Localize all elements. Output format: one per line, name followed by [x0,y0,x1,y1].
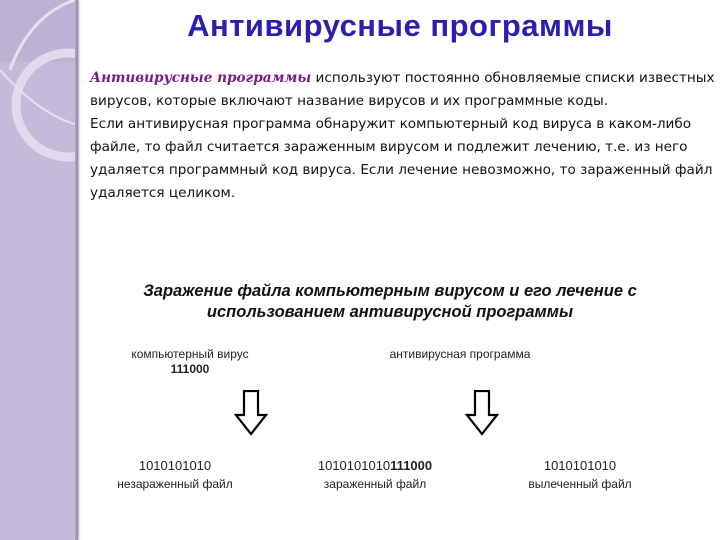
intro-text [90,67,715,205]
intro-lead: Антивирусные программы [90,70,312,86]
file-code: 1010101010 [317,458,391,473]
cured-file-label: вылеченный файл [528,477,632,491]
circles-decoration-icon [0,0,78,540]
intro-sentence-1: используют постоянно обновляемые списки известных вирусов, которые включают название вирусов и их программные коды. [90,70,715,109]
virus-code-appended: 111000 [390,458,433,473]
infected-file-label: зараженный файл [323,477,427,491]
diagram-title: Заражение файла компьютерным вирусом и его лечение с использованием антивирусной программы [143,282,637,321]
virus-code: 111000 [170,362,210,376]
down-arrow-icon [234,390,268,436]
uninfected-file-label: незараженный файл [117,477,233,491]
uninfected-file-code [100,458,250,473]
intro-paragraph-1 [90,67,715,113]
sidebar-edge [75,0,78,540]
virus-label: компьютерный вирус [131,347,249,361]
file-code: 1010101010 [543,458,617,473]
antivirus-label: антивирусная программа [389,347,531,361]
intro-paragraph-2: Если антивирусная программа обнаружит компьютерный код вируса в каком-либо файле, то файл считается зараженным вирусом и подлежит лечению, т.е. из него удаляется программный код вируса. Если лечение невозможно, то зараженный файл удаляется целиком. [90,116,713,201]
infected-file-code [295,458,455,473]
file-code: 1010101010 [138,458,212,473]
down-arrow-icon [465,390,499,436]
cured-file-code [505,458,655,473]
page-title: Антивирусные программы [187,8,613,43]
decorative-sidebar [0,0,78,540]
